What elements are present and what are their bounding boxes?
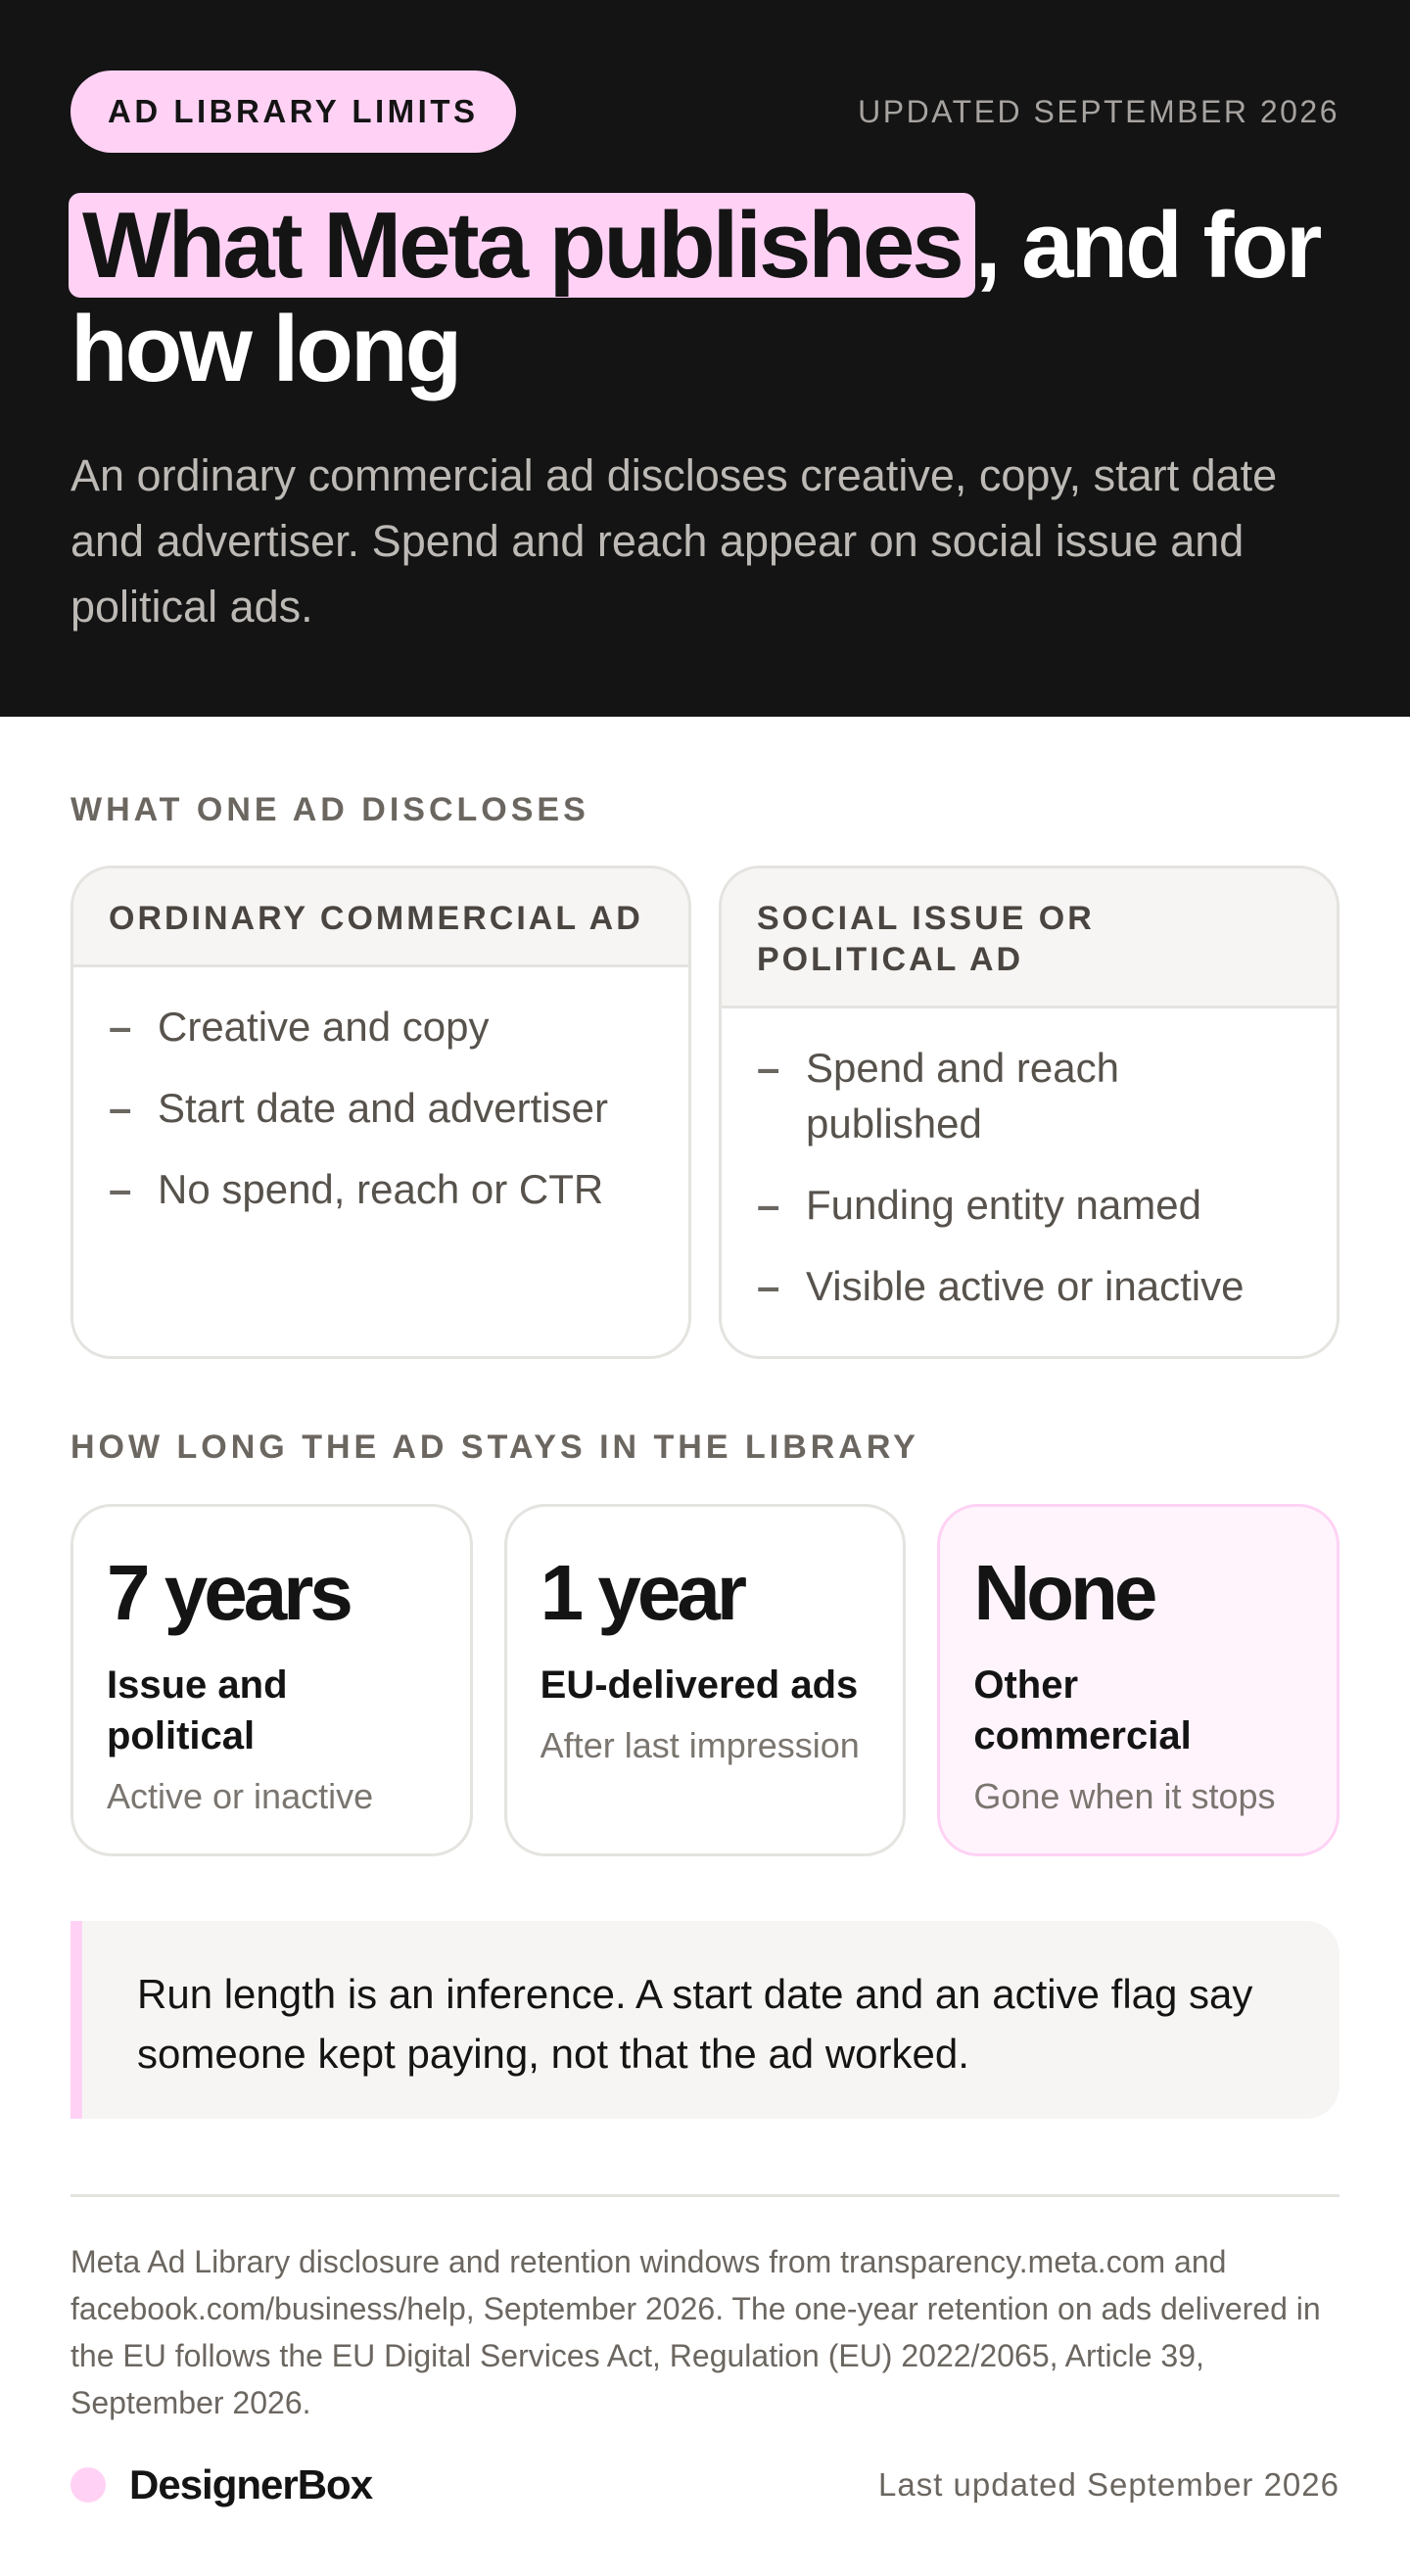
- list-item-text: Start date and advertiser: [158, 1085, 608, 1131]
- hero-header: [0, 0, 1410, 717]
- bullet-dash: –: [757, 1182, 780, 1228]
- retention-category: Other commercial: [973, 1663, 1192, 1757]
- category-badge: AD LIBRARY LIMITS: [70, 70, 516, 153]
- list-item: [109, 999, 653, 1054]
- page-subtitle: An ordinary commercial ad discloses creative, copy, start date and advertiser. Spend and reach appear on social issue and political ads.: [70, 450, 1278, 632]
- disclosure-list: [73, 967, 688, 1217]
- source-note: Meta Ad Library disclosure and retention windows from transparency.meta.com and facebook.com/business/help, September 2026. The one-year retention on ads delivered in the EU follows the EU Digital Services Act, Regulation (EU) 2022/2065, Article 39, September 2026.: [70, 2244, 1321, 2420]
- bullet-dash: –: [109, 1085, 132, 1131]
- bullet-dash: –: [757, 1263, 780, 1309]
- bullet-dash: –: [757, 1045, 780, 1091]
- divider: [70, 2194, 1340, 2197]
- brand: [70, 2461, 372, 2508]
- list-item-text: No spend, reach or CTR: [158, 1166, 604, 1212]
- page-title: [70, 194, 1343, 401]
- retention-value: 1 year: [540, 1549, 743, 1636]
- list-item: [109, 1161, 653, 1217]
- list-item-text: Funding entity named: [806, 1182, 1201, 1228]
- callout-note: Run length is an inference. A start date and an active flag say someone kept paying, not that the ad worked.: [70, 1921, 1340, 2119]
- disclosure-card-heading: SOCIAL ISSUE OR POLITICAL AD: [722, 868, 1337, 1008]
- list-item: [757, 1177, 1301, 1233]
- retention-category: Issue and political: [107, 1663, 288, 1757]
- footer-updated: Last updated September 2026: [877, 2466, 1340, 2503]
- retention-note: Active or inactive: [107, 1776, 374, 1816]
- retention-card-other-commercial: [937, 1504, 1340, 1856]
- disclosure-cards: [70, 866, 1340, 1359]
- updated-date: UPDATED SEPTEMBER 2026: [858, 93, 1340, 129]
- list-item: [757, 1040, 1301, 1151]
- brand-name: DesignerBox: [129, 2461, 373, 2507]
- retention-note: After last impression: [540, 1725, 860, 1765]
- title-rest: , and for how long: [70, 193, 1320, 401]
- retention-card-eu: [504, 1504, 907, 1856]
- retention-category: EU-delivered ads: [540, 1663, 859, 1707]
- list-item-text: Spend and reach published: [806, 1045, 1119, 1147]
- retention-value: 7 years: [107, 1549, 350, 1636]
- retention-card-issue-political: [70, 1504, 473, 1856]
- list-item-text: Creative and copy: [158, 1004, 490, 1050]
- hero-top-row: [70, 70, 1340, 153]
- brand-dot-icon: [70, 2467, 106, 2503]
- bullet-dash: –: [109, 1004, 132, 1050]
- retention-section-label: HOW LONG THE AD STAYS IN THE LIBRARY: [70, 1429, 919, 1466]
- disclosure-list: [722, 1008, 1337, 1314]
- title-highlight: What Meta publishes: [69, 193, 975, 298]
- retention-cards: [70, 1504, 1340, 1856]
- list-item-text: Visible active or inactive: [806, 1263, 1245, 1309]
- disclosure-card-heading: ORDINARY COMMERCIAL AD: [73, 868, 688, 967]
- disclosure-section-label: WHAT ONE AD DISCLOSES: [70, 791, 589, 828]
- disclosure-card-political: [719, 866, 1340, 1359]
- bullet-dash: –: [109, 1166, 132, 1212]
- disclosure-card-commercial: [70, 866, 691, 1359]
- retention-value: None: [973, 1549, 1154, 1636]
- retention-note: Gone when it stops: [973, 1776, 1276, 1816]
- list-item: [757, 1258, 1301, 1314]
- list-item: [109, 1080, 653, 1136]
- footer: [70, 2458, 1340, 2512]
